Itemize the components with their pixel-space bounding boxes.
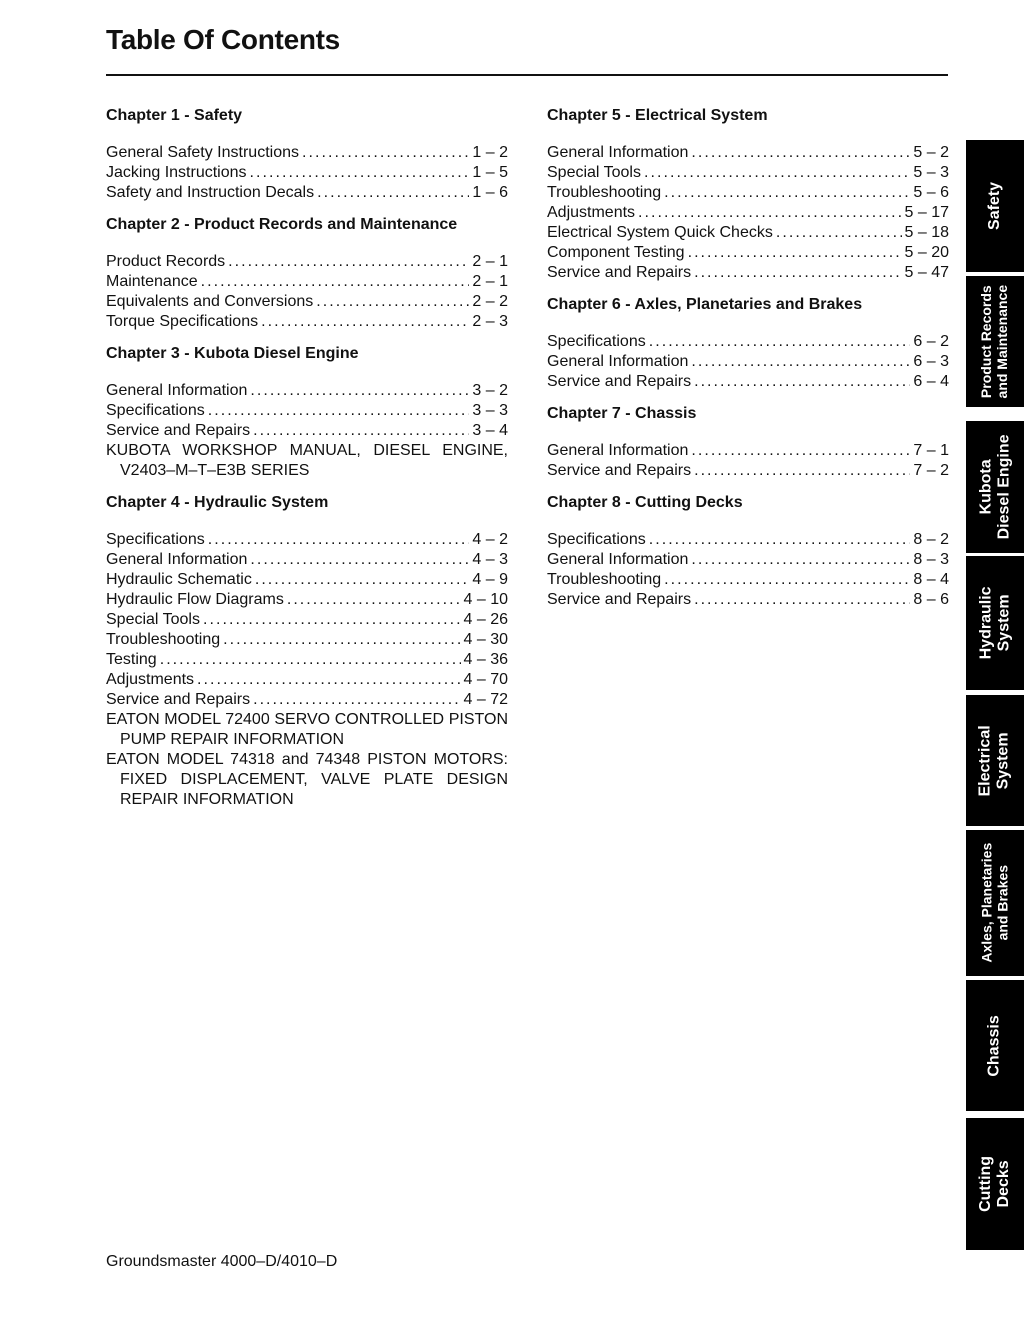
dot-leader [253, 690, 460, 710]
toc-entry[interactable] [106, 143, 508, 163]
toc-chapter [547, 106, 949, 283]
toc-entry-page: 3 – 4 [472, 422, 508, 439]
toc-entry-label: Troubleshooting [547, 184, 662, 201]
dot-leader [664, 183, 910, 203]
dot-leader [776, 223, 902, 243]
toc-entry-label: Torque Specifications [106, 313, 259, 330]
toc-entry-label: Service and Repairs [547, 264, 692, 281]
toc-entry-label: Jacking Instructions [106, 164, 247, 181]
toc-entry-label: Troubleshooting [547, 571, 662, 588]
toc-entry[interactable] [547, 570, 949, 590]
chapter-heading[interactable]: Chapter 1 - Safety [106, 107, 243, 124]
side-tab[interactable] [966, 695, 1024, 826]
toc-entry-page: 8 – 4 [913, 571, 949, 588]
toc-entry-label: Service and Repairs [106, 691, 251, 708]
dot-leader [201, 272, 470, 292]
dot-leader [694, 372, 910, 392]
toc-entry-label: Testing [106, 651, 157, 668]
dot-leader [691, 352, 910, 372]
toc-entry[interactable] [106, 421, 508, 441]
toc-entry[interactable] [547, 590, 949, 610]
toc-chapter [547, 493, 949, 610]
toc-entry-label: Hydraulic Schematic [106, 571, 252, 588]
dot-leader [649, 530, 911, 550]
toc-entry-page: 8 – 6 [913, 591, 949, 608]
toc-entry-page: 5 – 47 [904, 264, 949, 281]
toc-entry-page: 4 – 10 [463, 591, 508, 608]
toc-entry-page: 3 – 2 [472, 382, 508, 399]
dot-leader [694, 461, 910, 481]
chapter-side-tabs [966, 140, 1024, 1250]
dot-leader [160, 650, 461, 670]
toc-entry-page: 5 – 2 [913, 144, 949, 161]
side-tab[interactable] [966, 421, 1024, 553]
toc-entry-page: 4 – 3 [472, 551, 508, 568]
chapter-heading[interactable]: Chapter 2 - Product Records and Maintenance [106, 216, 458, 233]
toc-entry[interactable] [106, 183, 508, 203]
toc-entry-page: 5 – 6 [913, 184, 949, 201]
toc-entry[interactable] [106, 381, 508, 401]
dot-leader [223, 630, 460, 650]
dot-leader [250, 550, 469, 570]
toc-entry-label: Service and Repairs [106, 422, 251, 439]
page-title: Table Of Contents [106, 24, 340, 55]
toc-entry-label: Service and Repairs [547, 373, 692, 390]
toc-entry-page: 3 – 3 [472, 402, 508, 419]
toc-entry-label: General Information [547, 353, 689, 370]
dot-leader [203, 610, 461, 630]
toc-entry[interactable] [547, 352, 949, 372]
chapter-heading[interactable]: Chapter 6 - Axles, Planetaries and Brakes [547, 296, 863, 313]
side-tab-label: Electrical System [977, 724, 1012, 797]
dot-leader [228, 252, 469, 272]
toc-entry[interactable] [106, 570, 508, 590]
toc-entry[interactable] [547, 183, 949, 203]
dot-leader [250, 163, 470, 183]
toc-entry-label: Specifications [106, 402, 205, 419]
toc-entry-label: Special Tools [547, 164, 641, 181]
chapter-heading[interactable]: Chapter 4 - Hydraulic System [106, 494, 329, 511]
dot-leader [261, 312, 469, 332]
toc-entry-label: General Information [106, 382, 248, 399]
toc-entry-page: 6 – 4 [913, 373, 949, 390]
side-tab[interactable] [966, 556, 1024, 690]
side-tab[interactable] [966, 276, 1024, 407]
toc-entry[interactable] [106, 590, 508, 610]
dot-leader [694, 590, 910, 610]
toc-entry-page: 6 – 3 [913, 353, 949, 370]
dot-leader [691, 143, 910, 163]
toc-entry[interactable] [547, 223, 949, 243]
toc-entry-page: 5 – 18 [904, 224, 949, 241]
toc-entry[interactable] [547, 163, 949, 183]
toc-entry-label: Adjustments [106, 671, 195, 688]
toc-reference-entry[interactable]: EATON MODEL 74318 and 74348 PISTON MOTORS: FIXED DISPLACEMENT, VALVE PLATE DESIGN REPAIR INFORMATION [106, 751, 508, 808]
toc-left-column [106, 106, 508, 810]
toc-chapter [106, 106, 508, 203]
toc-entry-page: 5 – 3 [913, 164, 949, 181]
toc-entry[interactable] [547, 441, 949, 461]
toc-entry-page: 5 – 20 [904, 244, 949, 261]
toc-entry-label: Troubleshooting [106, 631, 221, 648]
toc-entry-label: Special Tools [106, 611, 200, 628]
toc-entry-label: Product Records [106, 253, 226, 270]
chapter-heading[interactable]: Chapter 5 - Electrical System [547, 107, 768, 124]
toc-entry-label: Service and Repairs [547, 462, 692, 479]
toc-entry[interactable] [106, 530, 508, 550]
dot-leader [691, 550, 910, 570]
dot-leader [664, 570, 910, 590]
dot-leader [644, 163, 910, 183]
toc-entry[interactable] [106, 610, 508, 630]
dot-leader [208, 530, 470, 550]
dot-leader [691, 441, 910, 461]
chapter-heading[interactable]: Chapter 3 - Kubota Diesel Engine [106, 345, 359, 362]
dot-leader [694, 263, 901, 283]
toc-entry[interactable] [547, 550, 949, 570]
side-tab-label: Product Records and Maintenance [978, 284, 1010, 399]
toc-entry-label: Electrical System Quick Checks [547, 224, 773, 241]
toc-entry-page: 8 – 2 [913, 531, 949, 548]
toc-entry-page: 4 – 2 [472, 531, 508, 548]
toc-entry-label: Safety and Instruction Decals [106, 184, 315, 201]
toc-entry[interactable] [106, 630, 508, 650]
chapter-heading[interactable]: Chapter 7 - Chassis [547, 405, 697, 422]
page-footer: Groundsmaster 4000–D/4010–D [106, 1253, 338, 1270]
dot-leader [317, 183, 469, 203]
toc-entry-page: 4 – 30 [463, 631, 508, 648]
toc-reference-entry[interactable]: KUBOTA WORKSHOP MANUAL, DIESEL ENGINE, V2403–M–T–E3B SERIES [106, 442, 508, 479]
dot-leader [649, 332, 911, 352]
toc-chapter [547, 404, 949, 481]
toc-entry-label: Hydraulic Flow Diagrams [106, 591, 284, 608]
toc-entry[interactable] [106, 292, 508, 312]
toc-entry[interactable] [106, 312, 508, 332]
toc-reference-entry[interactable]: EATON MODEL 72400 SERVO CONTROLLED PISTON PUMP REPAIR INFORMATION [106, 711, 508, 748]
toc-entry[interactable] [106, 550, 508, 570]
toc-entry[interactable] [547, 372, 949, 392]
toc-chapter [106, 215, 508, 332]
toc-entry-label: Equivalents and Conversions [106, 293, 314, 310]
dot-leader [302, 143, 469, 163]
toc-entry-page: 5 – 17 [904, 204, 949, 221]
toc-right-column [547, 106, 949, 610]
toc-entry[interactable] [106, 252, 508, 272]
toc-entry-label: General Information [547, 144, 689, 161]
side-tab[interactable] [966, 830, 1024, 976]
toc-entry[interactable] [547, 143, 949, 163]
toc-entry[interactable] [547, 461, 949, 481]
dot-leader [638, 203, 901, 223]
title-rule [106, 74, 948, 76]
side-tab-label: Chassis [986, 1014, 1004, 1077]
toc-chapter [106, 344, 508, 481]
toc-entry-label: General Information [547, 551, 689, 568]
side-tab-label: Hydraulic System [977, 586, 1013, 660]
dot-leader [255, 570, 470, 590]
toc-entry[interactable] [106, 650, 508, 670]
side-tab[interactable] [966, 140, 1024, 272]
toc-entry-page: 7 – 1 [913, 442, 949, 459]
toc-entry-label: Specifications [106, 531, 205, 548]
toc-entry-page: 2 – 2 [472, 293, 508, 310]
side-tab-label: Kubota Diesel Engine [977, 434, 1013, 540]
toc-entry-page: 1 – 2 [472, 144, 508, 161]
toc-entry-page: 4 – 36 [463, 651, 508, 668]
toc-entry-page: 8 – 3 [913, 551, 949, 568]
dot-leader [208, 401, 470, 421]
toc-chapter [547, 295, 949, 392]
toc-entry-page: 1 – 6 [472, 184, 508, 201]
toc-chapter [106, 493, 508, 810]
toc-entry-page: 2 – 1 [472, 253, 508, 270]
toc-entry-label: General Information [547, 442, 689, 459]
toc-entry[interactable] [106, 272, 508, 292]
dot-leader [316, 292, 469, 312]
toc-entry-label: Component Testing [547, 244, 685, 261]
side-tab-label: Axles, Planetaries and Brakes [978, 843, 1011, 963]
toc-entry[interactable] [106, 670, 508, 690]
chapter-heading[interactable]: Chapter 8 - Cutting Decks [547, 494, 743, 511]
toc-entry[interactable] [547, 203, 949, 223]
toc-entry-label: General Information [106, 551, 248, 568]
side-tab-label: Safety [986, 181, 1004, 231]
side-tab-label: Cutting Decks [977, 1156, 1012, 1212]
toc-entry-page: 1 – 5 [472, 164, 508, 181]
side-tab[interactable] [966, 1118, 1024, 1250]
toc-entry-page: 4 – 72 [463, 691, 508, 708]
toc-entry[interactable] [547, 530, 949, 550]
toc-entry-page: 6 – 2 [913, 333, 949, 350]
toc-entry[interactable] [106, 690, 508, 710]
toc-entry-label: Service and Repairs [547, 591, 692, 608]
dot-leader [287, 590, 461, 610]
toc-entry-page: 2 – 1 [472, 273, 508, 290]
dot-leader [250, 381, 469, 401]
toc-entry-page: 4 – 70 [463, 671, 508, 688]
toc-entry-label: Specifications [547, 531, 646, 548]
toc-entry-page: 4 – 26 [463, 611, 508, 628]
toc-entry-page: 4 – 9 [472, 571, 508, 588]
toc-entry[interactable] [547, 263, 949, 283]
toc-entry-page: 7 – 2 [913, 462, 949, 479]
toc-entry[interactable] [106, 401, 508, 421]
toc-entry-label: Specifications [547, 333, 646, 350]
toc-entry-label: Maintenance [106, 273, 198, 290]
dot-leader [253, 421, 469, 441]
toc-entry[interactable] [547, 243, 949, 263]
side-tab[interactable] [966, 980, 1024, 1111]
toc-entry-page: 2 – 3 [472, 313, 508, 330]
toc-entry[interactable] [547, 332, 949, 352]
dot-leader [197, 670, 460, 690]
toc-entry-label: General Safety Instructions [106, 144, 299, 161]
dot-leader [688, 243, 902, 263]
toc-entry-label: Adjustments [547, 204, 636, 221]
toc-entry[interactable] [106, 163, 508, 183]
